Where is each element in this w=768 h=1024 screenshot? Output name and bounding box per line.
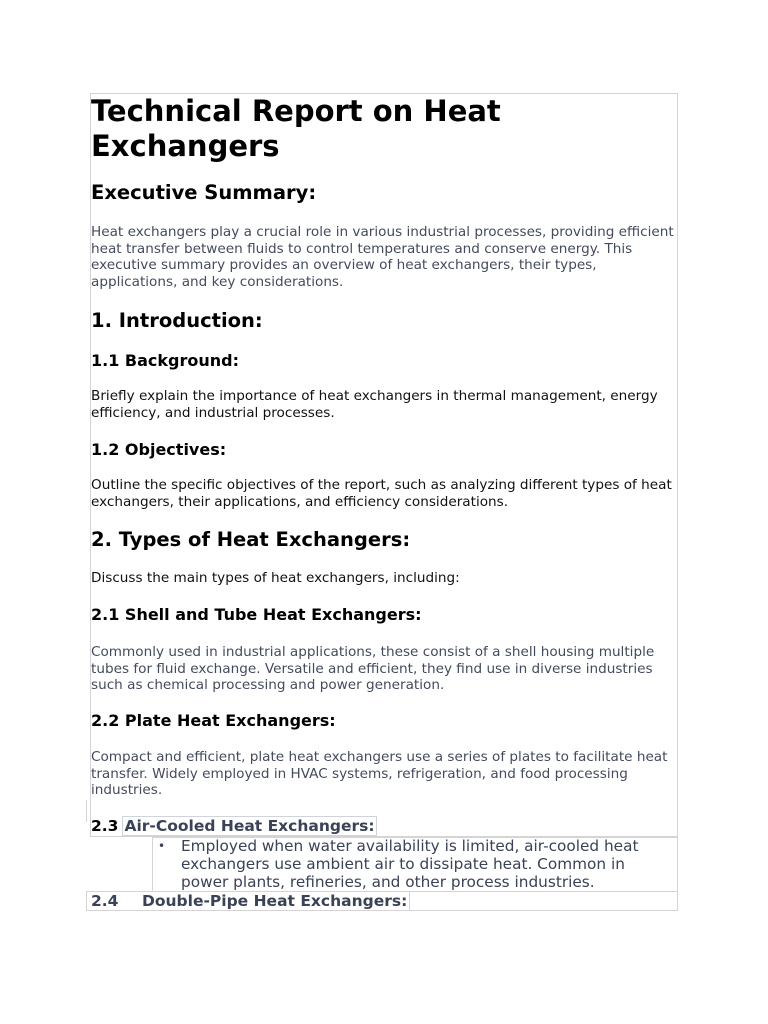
plate-text: Compact and efficient, plate heat exchangers use a series of plates to facilitate heat transfer. Widely employed in HVAC systems, refrigeration, and food processing industries. [91,749,668,799]
types-text: Discuss the main types of heat exchangers, including: [91,570,460,586]
air-cooled-bullet-text: Employed when water availability is limited, air-cooled heat exchangers use ambient air to dissipate heat. Common in power plants, refineries, and other process industries. [181,837,639,891]
double-pipe-heading [86,891,678,911]
background-heading: 1.1 Background: [91,351,239,370]
executive-summary-text: Heat exchangers play a crucial role in various industrial processes, providing efficient heat transfer between fluids to control temperatures and conserve energy. This executive summary provides an overview of heat exchangers, their types, applications, and key considerations. [91,224,674,291]
types-heading: 2. Types of Heat Exchangers: [91,528,411,551]
air-cooled-number: 2.3 [91,817,119,835]
document-title: Technical Report on Heat Exchangers [91,94,501,163]
document-body [91,93,677,835]
bullet-icon: • [158,839,166,853]
background-text: Briefly explain the importance of heat exchangers in thermal management, energy efficiency, and industrial processes. [91,388,658,421]
margin-marker [86,800,87,822]
shell-tube-heading: 2.1 Shell and Tube Heat Exchangers: [91,605,422,624]
plate-heading: 2.2 Plate Heat Exchangers: [91,711,336,730]
introduction-heading: 1. Introduction: [91,309,263,332]
air-cooled-title: Air-Cooled Heat Exchangers: [124,817,375,835]
executive-summary-heading: Executive Summary: [91,181,317,204]
objectives-text: Outline the specific objectives of the report, such as analyzing different types of heat exchangers, their applications, and efficiency considerations. [91,477,672,510]
double-pipe-title: Double-Pipe Heat Exchangers: [142,892,410,911]
air-cooled-heading [91,817,377,835]
shell-tube-text: Commonly used in industrial applications, these consist of a shell housing multiple tubes for fluid exchange. Versatile and efficient, they find use in diverse industries such as chemical processing and power generation. [91,644,655,694]
double-pipe-number: 2.4 [91,892,119,910]
objectives-heading: 1.2 Objectives: [91,440,227,459]
